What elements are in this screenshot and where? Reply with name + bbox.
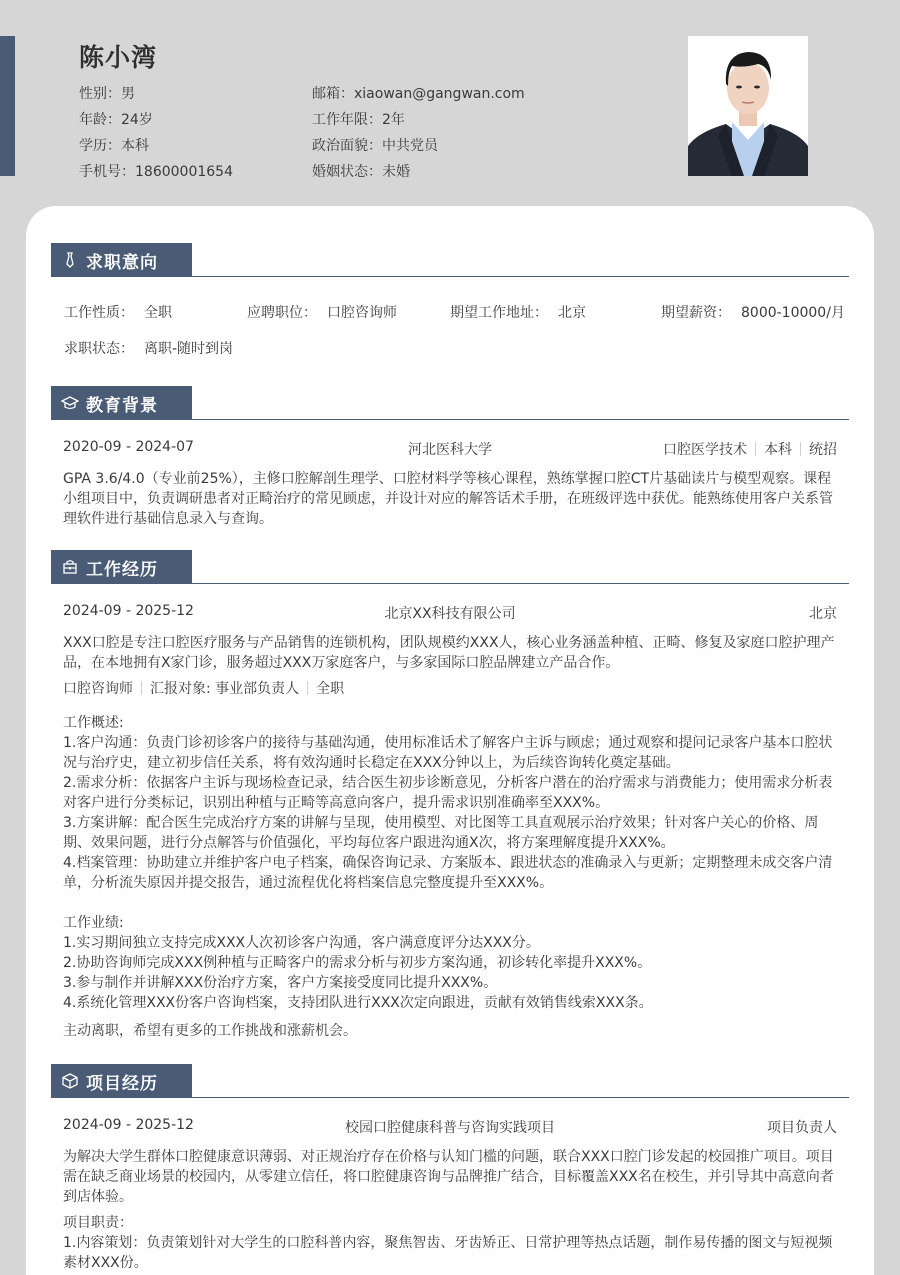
report-to: 汇报对象: 事业部负责人 xyxy=(150,681,300,697)
job-role: 口腔咨询师 xyxy=(63,681,133,697)
job-type: 全职 xyxy=(316,681,345,697)
education-details xyxy=(663,439,837,459)
achievement-item: 2.协助咨询师完成XXX例种植与正畸客户的需求分析与初步方案沟通，初诊转化率提升XXX%。 xyxy=(63,955,652,971)
company-name: 北京XX科技有限公司 xyxy=(384,606,516,622)
section-header xyxy=(51,1064,849,1098)
section-title: 求职意向 xyxy=(86,252,158,273)
briefcase-icon xyxy=(61,558,79,576)
graduation-cap-icon xyxy=(61,394,79,412)
company-description: XXX口腔是专注口腔医疗服务与产品销售的连锁机构，团队规模约XXX人，核心业务涵盖种植、正畸、修复及家庭口腔护理产品，在本地拥有X家门诊，服务超过XXX万家庭客户，与多家国际口腔品牌建立产品合作。 xyxy=(63,635,835,671)
section-title: 项目经历 xyxy=(86,1073,158,1094)
phone: 手机号：18600001654 xyxy=(79,164,233,180)
divider xyxy=(141,681,142,695)
work-overview xyxy=(51,713,849,893)
intent-work-type: 工作性质： 全职 xyxy=(64,305,172,321)
leave-reason: 主动离职，希望有更多的工作挑战和涨薪机会。 xyxy=(63,1023,357,1039)
work-achievements xyxy=(51,913,849,1013)
cube-icon xyxy=(61,1072,79,1090)
major: 口腔医学技术 xyxy=(663,442,747,458)
duties-label: 项目职责： xyxy=(63,1215,133,1231)
divider xyxy=(755,442,756,456)
marital-status: 婚姻状态：未婚 xyxy=(312,164,410,180)
divider xyxy=(307,681,308,695)
project-name: 校园口腔健康科普与咨询实践项目 xyxy=(345,1120,555,1136)
work-location: 北京 xyxy=(809,606,837,622)
overview-item: 4.档案管理：协助建立并维护客户电子档案，确保咨询记录、方案版本、跟进状态的准确录入与更新；定期整理未成交客户清单，分析流失原因并提交报告，通过流程优化将档案信息完整度提升至XXX%。 xyxy=(63,855,833,891)
section-title: 教育背景 xyxy=(86,395,158,416)
section-education xyxy=(51,386,849,529)
section-tab xyxy=(51,1064,192,1098)
accent-bar xyxy=(0,36,15,176)
work-period: 2024-09 - 2025-12 xyxy=(63,603,194,619)
school-name: 河北医科大学 xyxy=(408,442,492,458)
achievements-label: 工作业绩: xyxy=(63,915,124,931)
achievement-item: 3.参与制作并讲解XXX份治疗方案，客户方案接受度同比提升XXX%。 xyxy=(63,975,498,991)
overview-label: 工作概述: xyxy=(63,715,124,731)
basic-info-right xyxy=(312,81,525,185)
intent-salary: 期望薪资： 8000-10000/月 xyxy=(661,305,845,321)
tie-icon xyxy=(61,251,79,269)
education-row xyxy=(51,439,849,459)
education-level: 学历：本科 xyxy=(79,138,149,154)
section-project xyxy=(51,1064,849,1273)
project-description: 为解决大学生群体口腔健康意识薄弱、对正规治疗存在价格与认知门槛的问题，联合XXX口腔门诊发起的校园推广项目。项目需在缺乏商业场景的校园内，从零建立信任，将口腔健康咨询与品牌推广结合，目标覆盖XXX名在校生，并引导其中高意向者到店体验。 xyxy=(63,1149,834,1205)
achievement-item: 1.实习期间独立支持完成XXX人次初诊客户沟通，客户满意度评分达XXX分。 xyxy=(63,935,540,951)
overview-item: 1.客户沟通：负责门诊初诊客户的接待与基础沟通，使用标准话术了解客户主诉与顾虑；通过观察和提问记录客户基本口腔状况与治疗史，建立初步信任关系，将有效沟通时长稳定在XXX分钟以上，为后续咨询转化奠定基础。 xyxy=(63,735,833,771)
basic-info-left xyxy=(79,81,233,185)
project-duties xyxy=(51,1213,849,1273)
education-description: GPA 3.6/4.0（专业前25%），主修口腔解剖生理学、口腔材料学等核心课程，熟练掌握口腔CT片基础读片与模型观察。课程小组项目中，负责调研患者对正畸治疗的常见顾虑，并设计对应的解答话术手册，在班级评选中获优。能熟练使用客户关系管理软件进行基础信息录入与查询。 xyxy=(63,471,833,527)
education-period: 2020-09 - 2024-07 xyxy=(63,439,194,455)
intent-position: 应聘职位： 口腔咨询师 xyxy=(247,305,397,321)
duty-item: 1.内容策划：负责策划针对大学生的口腔科普内容，聚焦智齿、牙齿矫正、日常护理等热点话题，制作易传播的图文与短视频素材XXX份。 xyxy=(63,1235,833,1271)
portrait-icon xyxy=(688,36,808,176)
achievement-item: 4.系统化管理XXX份客户咨询档案，支持团队进行XXX次定向跟进，贡献有效销售线索XXX条。 xyxy=(63,995,653,1011)
political-status: 政治面貌：中共党员 xyxy=(312,138,438,154)
intent-status: 求职状态： 离职-随时到岗 xyxy=(64,341,234,357)
intent-location: 期望工作地址： 北京 xyxy=(450,305,586,321)
section-title: 工作经历 xyxy=(86,559,158,580)
section-job-intent xyxy=(51,243,849,358)
section-tab xyxy=(51,550,192,584)
section-header xyxy=(51,243,849,277)
section-tab xyxy=(51,243,192,277)
intent-row-1 xyxy=(51,302,849,322)
degree: 本科 xyxy=(764,442,792,458)
overview-item: 3.方案讲解：配合医生完成治疗方案的讲解与呈现，使用模型、对比图等工具直观展示治疗效果；针对客户关心的价格、周期、效果问题，进行分点解答与价值强化，平均每位客户跟进沟通X次，将方案理解度提升XXX%。 xyxy=(63,815,819,851)
project-row xyxy=(51,1117,849,1137)
resume-card xyxy=(26,206,874,1275)
enrollment-type: 统招 xyxy=(809,442,837,458)
section-header xyxy=(51,550,849,584)
divider xyxy=(800,442,801,456)
overview-item: 2.需求分析：依据客户主诉与现场检查记录，结合医生初步诊断意见，分析客户潜在的治疗需求与消费能力；使用需求分析表对客户进行分类标记，识别出种植与正畸等高意向客户，提升需求识别准确率至XXX%。 xyxy=(63,775,833,811)
work-row xyxy=(51,603,849,623)
work-years: 工作年限：2年 xyxy=(312,112,405,128)
work-meta xyxy=(51,679,849,699)
section-tab xyxy=(51,386,192,420)
avatar-photo xyxy=(688,36,808,176)
project-role: 项目负责人 xyxy=(767,1120,837,1136)
project-period: 2024-09 - 2025-12 xyxy=(63,1117,194,1133)
section-work xyxy=(51,550,849,1041)
section-header xyxy=(51,386,849,420)
email: 邮箱：xiaowan@gangwan.com xyxy=(312,86,525,102)
intent-row-2 xyxy=(51,338,849,358)
age: 年龄：24岁 xyxy=(79,112,153,128)
gender: 性别：男 xyxy=(79,86,135,102)
candidate-name: 陈小湾 xyxy=(79,43,158,72)
